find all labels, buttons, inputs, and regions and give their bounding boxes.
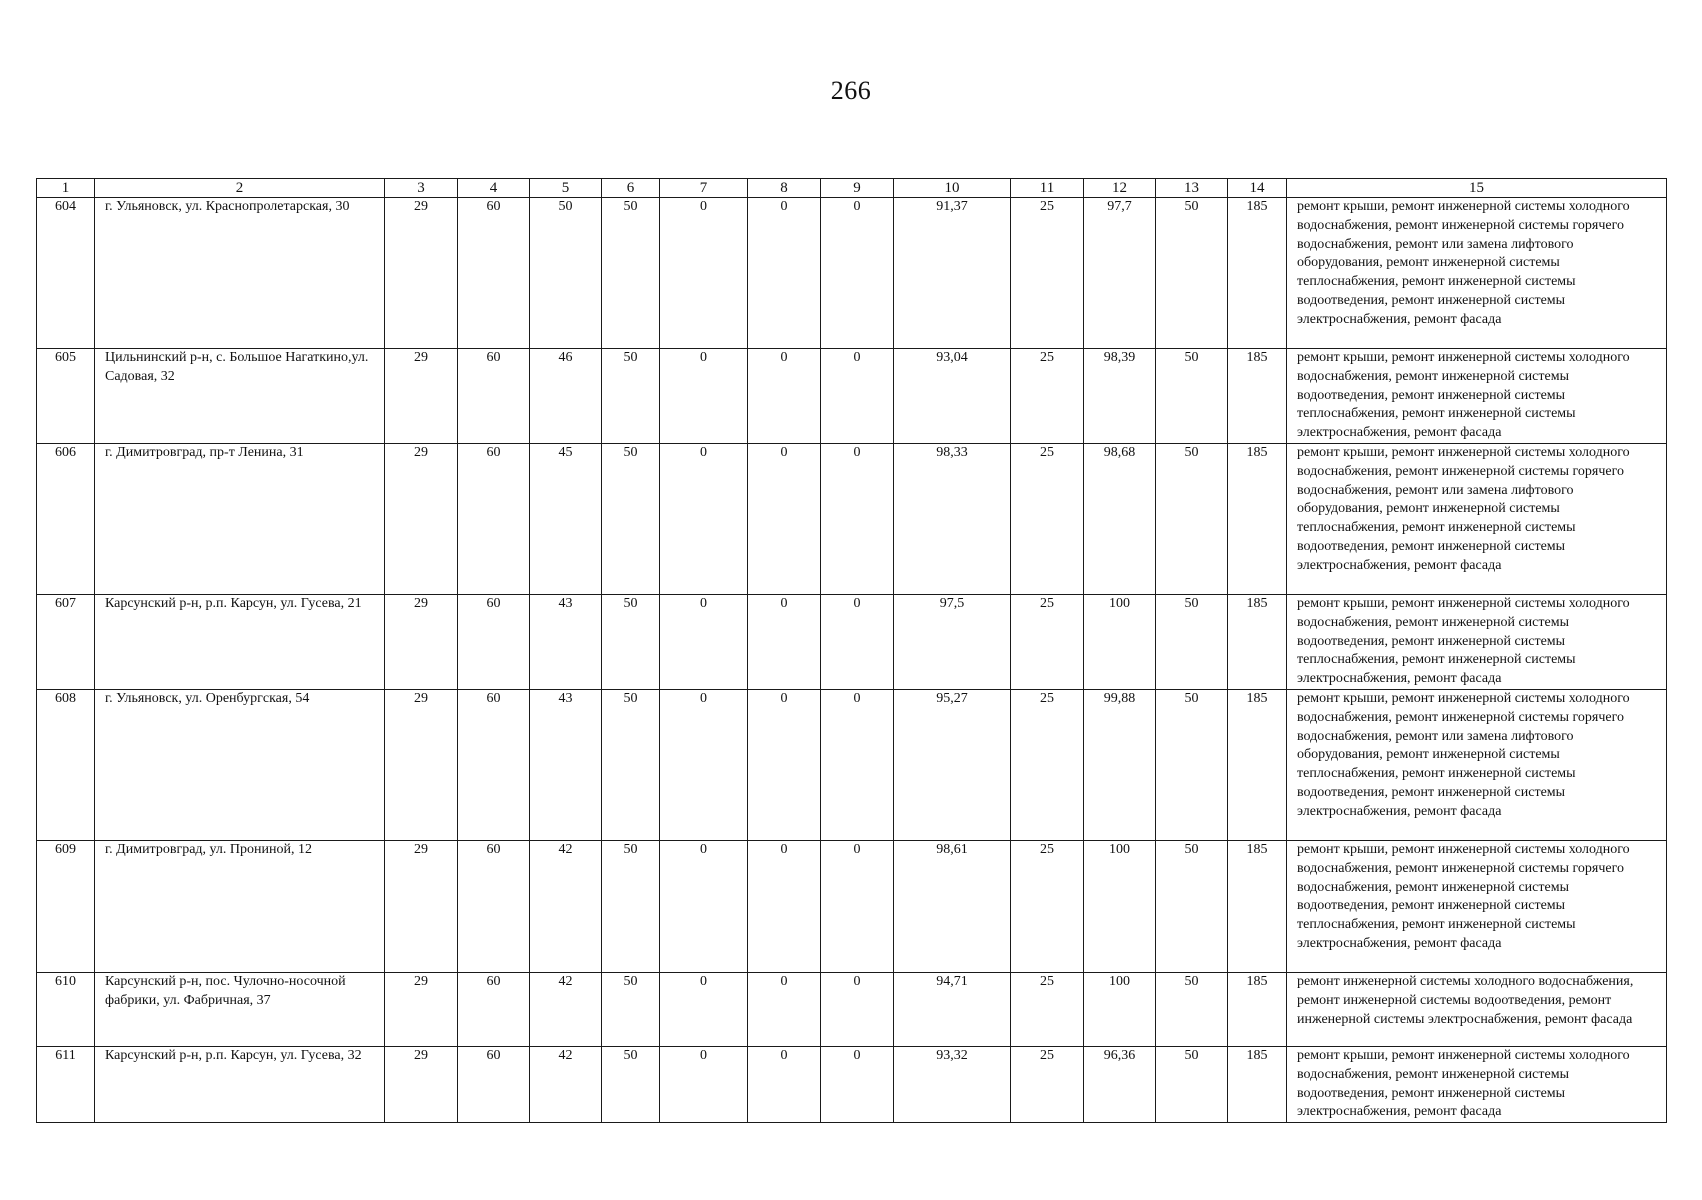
- page-number: 266: [830, 76, 872, 105]
- value-cell: 0: [660, 840, 748, 972]
- value-cell: 46: [530, 349, 602, 444]
- column-header: 7: [660, 179, 748, 198]
- value-cell: 0: [660, 689, 748, 840]
- value-cell: 0: [748, 1046, 821, 1122]
- value-cell: 42: [530, 972, 602, 1046]
- value-cell: 50: [602, 349, 660, 444]
- table-row: [37, 443, 1667, 594]
- value-cell: 60: [458, 972, 530, 1046]
- value-cell: 185: [1228, 1046, 1287, 1122]
- table-row: [37, 840, 1667, 972]
- value-cell: 60: [458, 594, 530, 689]
- column-header: 3: [385, 179, 458, 198]
- value-cell: 95,27: [894, 689, 1011, 840]
- column-header: 6: [602, 179, 660, 198]
- value-cell: 185: [1228, 972, 1287, 1046]
- row-number: 611: [37, 1046, 95, 1122]
- value-cell: 25: [1011, 443, 1084, 594]
- works-list-cell: ремонт крыши, ремонт инженерной системы холодного водоснабжения, ремонт инженерной системы водоотведения, ремонт инженерной системы электроснабжения, ремонт фасада: [1287, 1046, 1667, 1122]
- column-header: 4: [458, 179, 530, 198]
- value-cell: 0: [821, 349, 894, 444]
- column-header: 14: [1228, 179, 1287, 198]
- value-cell: 50: [1156, 594, 1228, 689]
- works-list-cell: ремонт крыши, ремонт инженерной системы холодного водоснабжения, ремонт инженерной системы горячего водоснабжения, ремонт инженерной системы водоотведения, ремонт инженерной системы теплоснабжения, ремонт инженерной системы электроснабжения, ремонт фасада: [1287, 840, 1667, 972]
- value-cell: 50: [1156, 198, 1228, 349]
- value-cell: 0: [821, 972, 894, 1046]
- value-cell: 29: [385, 594, 458, 689]
- works-list-cell: ремонт крыши, ремонт инженерной системы холодного водоснабжения, ремонт инженерной системы водоотведения, ремонт инженерной системы теплоснабжения, ремонт инженерной системы электроснабжения, ремонт фасада: [1287, 594, 1667, 689]
- value-cell: 43: [530, 594, 602, 689]
- value-cell: 0: [748, 594, 821, 689]
- row-number: 604: [37, 198, 95, 349]
- value-cell: 50: [1156, 972, 1228, 1046]
- value-cell: 185: [1228, 443, 1287, 594]
- value-cell: 50: [602, 689, 660, 840]
- value-cell: 50: [1156, 1046, 1228, 1122]
- value-cell: 100: [1084, 594, 1156, 689]
- value-cell: 100: [1084, 840, 1156, 972]
- value-cell: 25: [1011, 840, 1084, 972]
- value-cell: 29: [385, 198, 458, 349]
- value-cell: 25: [1011, 198, 1084, 349]
- value-cell: 93,04: [894, 349, 1011, 444]
- value-cell: 50: [602, 594, 660, 689]
- value-cell: 50: [1156, 689, 1228, 840]
- works-list-cell: ремонт крыши, ремонт инженерной системы холодного водоснабжения, ремонт инженерной системы горячего водоснабжения, ремонт или замена лифтового оборудования, ремонт инженерной системы теплоснабжения, ремонт инженерной системы водоотведения, ремонт инженерной системы электроснабжения, ремонт фасада: [1287, 689, 1667, 840]
- works-list-cell: ремонт крыши, ремонт инженерной системы холодного водоснабжения, ремонт инженерной системы водоотведения, ремонт инженерной системы теплоснабжения, ремонт инженерной системы электроснабжения, ремонт фасада: [1287, 349, 1667, 444]
- value-cell: 0: [821, 443, 894, 594]
- works-list-cell: ремонт крыши, ремонт инженерной системы холодного водоснабжения, ремонт инженерной системы горячего водоснабжения, ремонт или замена лифтового оборудования, ремонт инженерной системы теплоснабжения, ремонт инженерной системы водоотведения, ремонт инженерной системы электроснабжения, ремонт фасада: [1287, 443, 1667, 594]
- value-cell: 29: [385, 443, 458, 594]
- value-cell: 50: [602, 1046, 660, 1122]
- value-cell: 42: [530, 840, 602, 972]
- column-header: 2: [95, 179, 385, 198]
- value-cell: 185: [1228, 594, 1287, 689]
- value-cell: 29: [385, 689, 458, 840]
- value-cell: 60: [458, 349, 530, 444]
- table-row: [37, 689, 1667, 840]
- value-cell: 50: [1156, 840, 1228, 972]
- value-cell: 98,33: [894, 443, 1011, 594]
- value-cell: 0: [821, 840, 894, 972]
- address-cell: Цильнинский р-н, с. Большое Нагаткино,ул. Садовая, 32: [95, 349, 385, 444]
- value-cell: 42: [530, 1046, 602, 1122]
- value-cell: 185: [1228, 198, 1287, 349]
- row-number: 607: [37, 594, 95, 689]
- value-cell: 96,36: [1084, 1046, 1156, 1122]
- value-cell: 60: [458, 443, 530, 594]
- value-cell: 0: [660, 972, 748, 1046]
- value-cell: 60: [458, 198, 530, 349]
- value-cell: 50: [530, 198, 602, 349]
- value-cell: 185: [1228, 689, 1287, 840]
- table-row: [37, 594, 1667, 689]
- value-cell: 98,39: [1084, 349, 1156, 444]
- value-cell: 45: [530, 443, 602, 594]
- value-cell: 0: [821, 1046, 894, 1122]
- value-cell: 43: [530, 689, 602, 840]
- value-cell: 0: [748, 198, 821, 349]
- registry-table: [36, 178, 1667, 1123]
- address-cell: Карсунский р-н, р.п. Карсун, ул. Гусева, 21: [95, 594, 385, 689]
- value-cell: 100: [1084, 972, 1156, 1046]
- value-cell: 60: [458, 840, 530, 972]
- value-cell: 94,71: [894, 972, 1011, 1046]
- value-cell: 185: [1228, 840, 1287, 972]
- value-cell: 50: [602, 840, 660, 972]
- value-cell: 60: [458, 689, 530, 840]
- value-cell: 0: [821, 689, 894, 840]
- row-number: 606: [37, 443, 95, 594]
- value-cell: 0: [748, 689, 821, 840]
- value-cell: 0: [748, 349, 821, 444]
- value-cell: 0: [660, 443, 748, 594]
- value-cell: 50: [602, 972, 660, 1046]
- column-header: 10: [894, 179, 1011, 198]
- row-number: 609: [37, 840, 95, 972]
- row-number: 610: [37, 972, 95, 1046]
- value-cell: 29: [385, 1046, 458, 1122]
- value-cell: 0: [748, 972, 821, 1046]
- value-cell: 0: [660, 349, 748, 444]
- value-cell: 93,32: [894, 1046, 1011, 1122]
- address-cell: г. Димитровград, пр-т Ленина, 31: [95, 443, 385, 594]
- value-cell: 0: [821, 198, 894, 349]
- value-cell: 91,37: [894, 198, 1011, 349]
- value-cell: 98,68: [1084, 443, 1156, 594]
- value-cell: 25: [1011, 689, 1084, 840]
- value-cell: 25: [1011, 594, 1084, 689]
- value-cell: 25: [1011, 349, 1084, 444]
- address-cell: Карсунский р-н, р.п. Карсун, ул. Гусева, 32: [95, 1046, 385, 1122]
- address-cell: г. Димитровград, ул. Прониной, 12: [95, 840, 385, 972]
- value-cell: 29: [385, 972, 458, 1046]
- row-number: 605: [37, 349, 95, 444]
- value-cell: 50: [1156, 349, 1228, 444]
- value-cell: 29: [385, 840, 458, 972]
- address-cell: г. Ульяновск, ул. Оренбургская, 54: [95, 689, 385, 840]
- column-header: 1: [37, 179, 95, 198]
- value-cell: 25: [1011, 1046, 1084, 1122]
- column-header: 11: [1011, 179, 1084, 198]
- table-row: [37, 198, 1667, 349]
- value-cell: 0: [748, 840, 821, 972]
- address-cell: Карсунский р-н, пос. Чулочно-носочной фабрики, ул. Фабричная, 37: [95, 972, 385, 1046]
- value-cell: 98,61: [894, 840, 1011, 972]
- works-list-cell: ремонт крыши, ремонт инженерной системы холодного водоснабжения, ремонт инженерной системы горячего водоснабжения, ремонт или замена лифтового оборудования, ремонт инженерной системы теплоснабжения, ремонт инженерной системы водоотведения, ремонт инженерной системы электроснабжения, ремонт фасада: [1287, 198, 1667, 349]
- value-cell: 0: [660, 198, 748, 349]
- column-header: 12: [1084, 179, 1156, 198]
- value-cell: 99,88: [1084, 689, 1156, 840]
- value-cell: 25: [1011, 972, 1084, 1046]
- row-number: 608: [37, 689, 95, 840]
- header-row: [37, 179, 1667, 198]
- works-list-cell: ремонт инженерной системы холодного водоснабжения, ремонт инженерной системы водоотведения, ремонт инженерной системы электроснабжения, ремонт фасада: [1287, 972, 1667, 1046]
- table-row: [37, 349, 1667, 444]
- value-cell: 97,7: [1084, 198, 1156, 349]
- column-header: 13: [1156, 179, 1228, 198]
- value-cell: 0: [660, 1046, 748, 1122]
- value-cell: 60: [458, 1046, 530, 1122]
- value-cell: 0: [748, 443, 821, 594]
- table-row: [37, 1046, 1667, 1122]
- column-header: 8: [748, 179, 821, 198]
- value-cell: 0: [660, 594, 748, 689]
- table-row: [37, 972, 1667, 1046]
- value-cell: 0: [821, 594, 894, 689]
- registry-table-container: [36, 178, 1667, 1123]
- value-cell: 50: [602, 198, 660, 349]
- address-cell: г. Ульяновск, ул. Краснопролетарская, 30: [95, 198, 385, 349]
- value-cell: 50: [1156, 443, 1228, 594]
- value-cell: 29: [385, 349, 458, 444]
- value-cell: 185: [1228, 349, 1287, 444]
- value-cell: 50: [602, 443, 660, 594]
- column-header: 5: [530, 179, 602, 198]
- column-header: 15: [1287, 179, 1667, 198]
- value-cell: 97,5: [894, 594, 1011, 689]
- column-header: 9: [821, 179, 894, 198]
